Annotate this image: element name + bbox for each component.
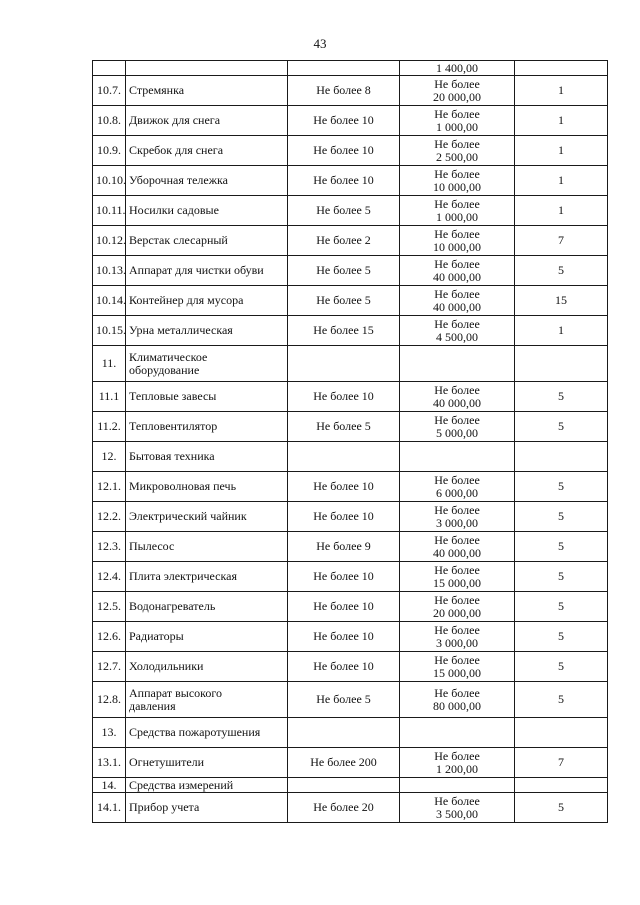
item-number: 13.: [101, 725, 117, 739]
price-label: Не более: [434, 685, 480, 700]
item-number: 12.5.: [97, 599, 121, 613]
price-cell: [400, 622, 515, 652]
table-row: [93, 412, 608, 442]
quantity-limit: Не более 8: [316, 83, 371, 97]
item-number-cell: [93, 718, 126, 748]
item-number-cell: [93, 502, 126, 532]
service-life: 1: [558, 113, 564, 127]
price-cell: [400, 136, 515, 166]
quantity-limit: Не более 15: [313, 323, 374, 337]
item-name-cell: [126, 718, 288, 748]
quantity-cell: [288, 622, 400, 652]
item-name: Огнетушители: [129, 755, 205, 769]
service-life: 1: [558, 323, 564, 337]
service-life: 5: [558, 479, 564, 493]
item-number: 14.: [101, 777, 117, 792]
service-life: 5: [558, 539, 564, 553]
item-name-cell: [126, 622, 288, 652]
price-value: 80 000,00: [433, 698, 481, 713]
price-value: 2 500,00: [436, 149, 478, 164]
price-cell: [400, 592, 515, 622]
item-name: Носилки садовые: [129, 203, 219, 217]
service-life: 1: [558, 203, 564, 217]
item-number-cell: [93, 793, 126, 823]
price-value: 40 000,00: [433, 299, 481, 314]
price-cell: [400, 502, 515, 532]
service-life: 5: [558, 800, 564, 814]
item-name-cell: [126, 793, 288, 823]
quantity-limit: Не более 10: [313, 113, 374, 127]
norm-cell: [515, 472, 608, 502]
price-cell: [400, 562, 515, 592]
service-life: 5: [558, 509, 564, 523]
item-number-cell: [93, 382, 126, 412]
table-row: [93, 592, 608, 622]
quantity-cell: [288, 316, 400, 346]
item-name-cell: [126, 592, 288, 622]
price-label: Не более: [434, 226, 480, 241]
quantity-limit: Не более 2: [316, 233, 371, 247]
quantity-cell: [288, 592, 400, 622]
norm-cell: [515, 652, 608, 682]
quantity-cell: [288, 778, 400, 793]
service-life: 5: [558, 629, 564, 643]
quantity-limit: Не более 10: [313, 143, 374, 157]
item-name: Скребок для снега: [129, 143, 224, 157]
item-number-cell: [93, 778, 126, 793]
table-row: [93, 166, 608, 196]
table-row: [93, 286, 608, 316]
price-cell: [400, 166, 515, 196]
quantity-cell: [288, 256, 400, 286]
price-label: Не более: [434, 652, 480, 667]
quantity-limit: Не более 10: [313, 389, 374, 403]
norm-cell: [515, 532, 608, 562]
price-label: Не более: [434, 472, 480, 487]
table-row: [93, 442, 608, 472]
table-row: [93, 106, 608, 136]
service-life: 5: [558, 692, 564, 706]
quantity-limit: Не более 10: [313, 659, 374, 673]
table-row: [93, 778, 608, 793]
price-label: Не более: [434, 502, 480, 517]
item-name-cell: [126, 76, 288, 106]
price-cell: [400, 748, 515, 778]
quantity-cell: [288, 442, 400, 472]
service-life: 1: [558, 173, 564, 187]
table-row: [93, 382, 608, 412]
norm-cell: [515, 106, 608, 136]
price-value: 15 000,00: [433, 665, 481, 680]
quantity-limit: Не более 10: [313, 509, 374, 523]
price-label: Не более: [434, 382, 480, 397]
quantity-cell: [288, 76, 400, 106]
table-row: [93, 346, 608, 382]
quantity-cell: [288, 136, 400, 166]
norm-cell: [515, 622, 608, 652]
table-row: [93, 136, 608, 166]
item-name-cell: [126, 382, 288, 412]
item-name-cell: [126, 106, 288, 136]
price-label: Не более: [434, 748, 480, 763]
item-number-cell: [93, 196, 126, 226]
page-number: 43: [313, 36, 327, 51]
item-name-cell: [126, 256, 288, 286]
price-value: 20 000,00: [433, 605, 481, 620]
service-life: 5: [558, 599, 564, 613]
item-name: Верстак слесарный: [129, 233, 228, 247]
service-life: 1: [558, 83, 564, 97]
item-number: 12.7.: [97, 659, 121, 673]
table-row: [93, 562, 608, 592]
item-name: Плита электрическая: [129, 569, 238, 583]
item-name-cell: [126, 316, 288, 346]
item-name-cell: [126, 778, 288, 793]
item-number: 12.8.: [97, 692, 121, 706]
quantity-limit: Не более 10: [313, 599, 374, 613]
table-row: [93, 472, 608, 502]
price-value: 20 000,00: [433, 89, 481, 104]
item-name: Радиаторы: [129, 629, 184, 643]
price-value: 40 000,00: [433, 545, 481, 560]
price-cell: [400, 442, 515, 472]
item-number-cell: [93, 622, 126, 652]
quantity-limit: Не более 5: [316, 419, 371, 433]
item-number: 14.1.: [97, 800, 121, 814]
item-number-cell: [93, 532, 126, 562]
item-number-cell: [93, 592, 126, 622]
item-number: 10.14.: [96, 293, 126, 307]
item-number: 10.8.: [97, 113, 121, 127]
quantity-cell: [288, 748, 400, 778]
norm-cell: [515, 502, 608, 532]
price-cell: 1 400,00: [400, 61, 515, 76]
price-label: Не более: [434, 166, 480, 181]
price-cell: [400, 106, 515, 136]
item-name-cell: [126, 166, 288, 196]
norm-cell: [515, 346, 608, 382]
price-label: Не более: [434, 622, 480, 637]
quantity-cell: [288, 502, 400, 532]
price-value: 10 000,00: [433, 179, 481, 194]
quantity-cell: [288, 562, 400, 592]
table-row: [93, 316, 608, 346]
item-name: Аппарат высокого: [129, 685, 222, 700]
table-row: [93, 76, 608, 106]
quantity-cell: [288, 226, 400, 256]
price-value: 3 500,00: [436, 806, 478, 821]
price-cell: [400, 196, 515, 226]
item-name-cell: [126, 442, 288, 472]
item-number-cell: [93, 226, 126, 256]
quantity-cell: [288, 166, 400, 196]
quantity-limit: Не более 20: [313, 800, 374, 814]
item-number: 10.11.: [96, 203, 126, 217]
item-name-cell: [126, 226, 288, 256]
item-number-cell: [93, 472, 126, 502]
item-name-cell: [126, 196, 288, 226]
norm-cell: [515, 316, 608, 346]
item-number: 11.2.: [97, 419, 121, 433]
item-number-cell: [93, 442, 126, 472]
price-label: Не более: [434, 532, 480, 547]
quantity-cell: [288, 106, 400, 136]
item-name-cell: [126, 346, 288, 382]
price-cell: [400, 346, 515, 382]
item-number-cell: [93, 136, 126, 166]
table-row: [93, 622, 608, 652]
price-value: 10 000,00: [433, 239, 481, 254]
norm-cell: [515, 718, 608, 748]
item-number-cell: [93, 412, 126, 442]
price-cell: [400, 316, 515, 346]
item-name-cell: [126, 136, 288, 166]
price-cell: [400, 682, 515, 718]
price-value: 40 000,00: [433, 269, 481, 284]
norm-cell: [515, 256, 608, 286]
item-number: 12.4.: [97, 569, 121, 583]
norm-cell: [515, 76, 608, 106]
item-name-cell: [126, 472, 288, 502]
price-label: Не более: [434, 316, 480, 331]
item-number: 13.1.: [97, 755, 121, 769]
item-number-cell: [93, 748, 126, 778]
service-life: 7: [558, 233, 564, 247]
item-name: Средства измерений: [129, 777, 234, 792]
norm-cell: [515, 793, 608, 823]
quantity-limit: Не более 9: [316, 539, 371, 553]
table-row: [93, 652, 608, 682]
norm-cell: [515, 562, 608, 592]
item-number: 10.10.: [96, 173, 126, 187]
price-value: 1 200,00: [436, 761, 478, 776]
item-number: 10.7.: [97, 83, 121, 97]
item-name-cell: [126, 652, 288, 682]
quantity-cell: [288, 382, 400, 412]
item-name: Движок для снега: [129, 113, 221, 127]
item-number: 12.1.: [97, 479, 121, 493]
item-number-cell: [93, 166, 126, 196]
price-value: 6 000,00: [436, 485, 478, 500]
price-cell: [400, 778, 515, 793]
price-value: 1 000,00: [436, 209, 478, 224]
service-life: 5: [558, 659, 564, 673]
norm-cell: [515, 442, 608, 472]
quantity-cell: [288, 472, 400, 502]
item-name: Бытовая техника: [129, 449, 215, 463]
item-number-cell: [93, 682, 126, 718]
table-row: [93, 748, 608, 778]
item-name: Тепловые завесы: [129, 389, 217, 403]
table-row: [93, 793, 608, 823]
item-name: Прибор учета: [129, 800, 200, 814]
item-number-cell: [93, 316, 126, 346]
table-row: [93, 532, 608, 562]
price-label: Не более: [434, 793, 480, 808]
item-number-cell: [93, 286, 126, 316]
item-name-continued: давления: [129, 698, 176, 713]
price-value: 3 000,00: [436, 515, 478, 530]
price-label: Не более: [434, 256, 480, 271]
quantity-cell: [288, 196, 400, 226]
price-label: Не более: [434, 76, 480, 91]
norm-cell: [515, 748, 608, 778]
item-name: Стремянка: [129, 83, 185, 97]
item-name: Тепловентилятор: [129, 419, 218, 433]
norm-cell: [515, 382, 608, 412]
price-value: 5 000,00: [436, 425, 478, 440]
quantity-limit: Не более 10: [313, 629, 374, 643]
item-number: 10.13.: [96, 263, 126, 277]
item-number: 12.3.: [97, 539, 121, 553]
price-cell: [400, 718, 515, 748]
item-name: Холодильники: [129, 659, 204, 673]
quantity-cell: [288, 346, 400, 382]
item-name: Уборочная тележка: [129, 173, 228, 187]
item-name: Электрический чайник: [129, 509, 247, 523]
quantity-cell: [288, 532, 400, 562]
item-name: Контейнер для мусора: [129, 293, 244, 307]
item-name-cell: [126, 412, 288, 442]
quantity-limit: Не более 5: [316, 692, 371, 706]
service-life: 1: [558, 143, 564, 157]
price-label: Не более: [434, 592, 480, 607]
quantity-limit: Не более 10: [313, 479, 374, 493]
price-cell: [400, 256, 515, 286]
item-number: 11.1: [98, 389, 120, 403]
norm-cell: [515, 196, 608, 226]
price-value: 1 000,00: [436, 119, 478, 134]
price-value: 4 500,00: [436, 329, 478, 344]
price-label: Не более: [434, 106, 480, 121]
price-cell: [400, 532, 515, 562]
item-name: Водонагреватель: [129, 599, 216, 613]
quantity-cell: [288, 793, 400, 823]
item-number-cell: [93, 106, 126, 136]
norm-cell: [515, 166, 608, 196]
norm-cell: [515, 682, 608, 718]
quantity-limit: Не более 10: [313, 569, 374, 583]
table-row: [93, 226, 608, 256]
service-life: 5: [558, 569, 564, 583]
price-label: Не более: [434, 196, 480, 211]
price-cell: [400, 412, 515, 442]
item-number: 12.: [101, 449, 117, 463]
item-name: Климатическое: [129, 349, 208, 364]
table-row: [93, 502, 608, 532]
item-number-cell: [93, 562, 126, 592]
item-name-cell: [126, 532, 288, 562]
price-value: 3 000,00: [436, 635, 478, 650]
quantity-cell: [288, 652, 400, 682]
price-value: 15 000,00: [433, 575, 481, 590]
item-name-cell: [126, 286, 288, 316]
item-number: 10.9.: [97, 143, 121, 157]
equipment-norms-table: [92, 60, 608, 823]
price-label: Не более: [434, 286, 480, 301]
item-name-cell: [126, 562, 288, 592]
table-row: [93, 718, 608, 748]
price-cell: [400, 382, 515, 412]
item-name: Средства пожаротушения: [129, 725, 261, 739]
norm-cell: [515, 412, 608, 442]
price-label: Не более: [434, 412, 480, 427]
price-cell: [400, 472, 515, 502]
item-number: 10.12.: [96, 233, 126, 247]
item-number-cell: [93, 76, 126, 106]
price-cell: [400, 226, 515, 256]
price-cell: [400, 76, 515, 106]
item-number-cell: [93, 346, 126, 382]
item-name-cell: [126, 748, 288, 778]
table-row: [93, 256, 608, 286]
norm-cell: [515, 286, 608, 316]
service-life: 7: [558, 755, 564, 769]
quantity-limit: Не более 200: [310, 755, 377, 769]
table-row: [93, 682, 608, 718]
item-number: 12.2.: [97, 509, 121, 523]
price-value: 40 000,00: [433, 395, 481, 410]
item-number: 10.15.: [96, 323, 126, 337]
item-name-cell: [126, 682, 288, 718]
service-life: 5: [558, 419, 564, 433]
service-life: 5: [558, 389, 564, 403]
table-row-continuation: [93, 61, 608, 76]
price-cell: [400, 793, 515, 823]
item-name-continued: оборудование: [129, 362, 200, 377]
quantity-limit: Не более 5: [316, 263, 371, 277]
item-number-cell: [93, 256, 126, 286]
item-name: Аппарат для чистки обуви: [129, 263, 264, 277]
quantity-limit: Не более 5: [316, 293, 371, 307]
quantity-cell: [288, 286, 400, 316]
quantity-cell: [288, 412, 400, 442]
price-cell: [400, 652, 515, 682]
norm-cell: [515, 592, 608, 622]
price-label: Не более: [434, 136, 480, 151]
item-name: Урна металлическая: [129, 323, 233, 337]
norm-cell: [515, 778, 608, 793]
norm-cell: [515, 226, 608, 256]
price-cell: [400, 286, 515, 316]
quantity-cell: [288, 682, 400, 718]
norm-cell: [515, 136, 608, 166]
item-name: Пылесос: [129, 539, 175, 553]
price-label: Не более: [434, 562, 480, 577]
item-name: Микроволновая печь: [129, 479, 237, 493]
quantity-limit: Не более 5: [316, 203, 371, 217]
item-number: 11.: [101, 356, 117, 370]
item-number: 12.6.: [97, 629, 121, 643]
service-life: 15: [555, 293, 567, 307]
table-row: [93, 196, 608, 226]
quantity-cell: [288, 718, 400, 748]
quantity-limit: Не более 10: [313, 173, 374, 187]
service-life: 5: [558, 263, 564, 277]
item-number-cell: [93, 652, 126, 682]
item-name-cell: [126, 502, 288, 532]
